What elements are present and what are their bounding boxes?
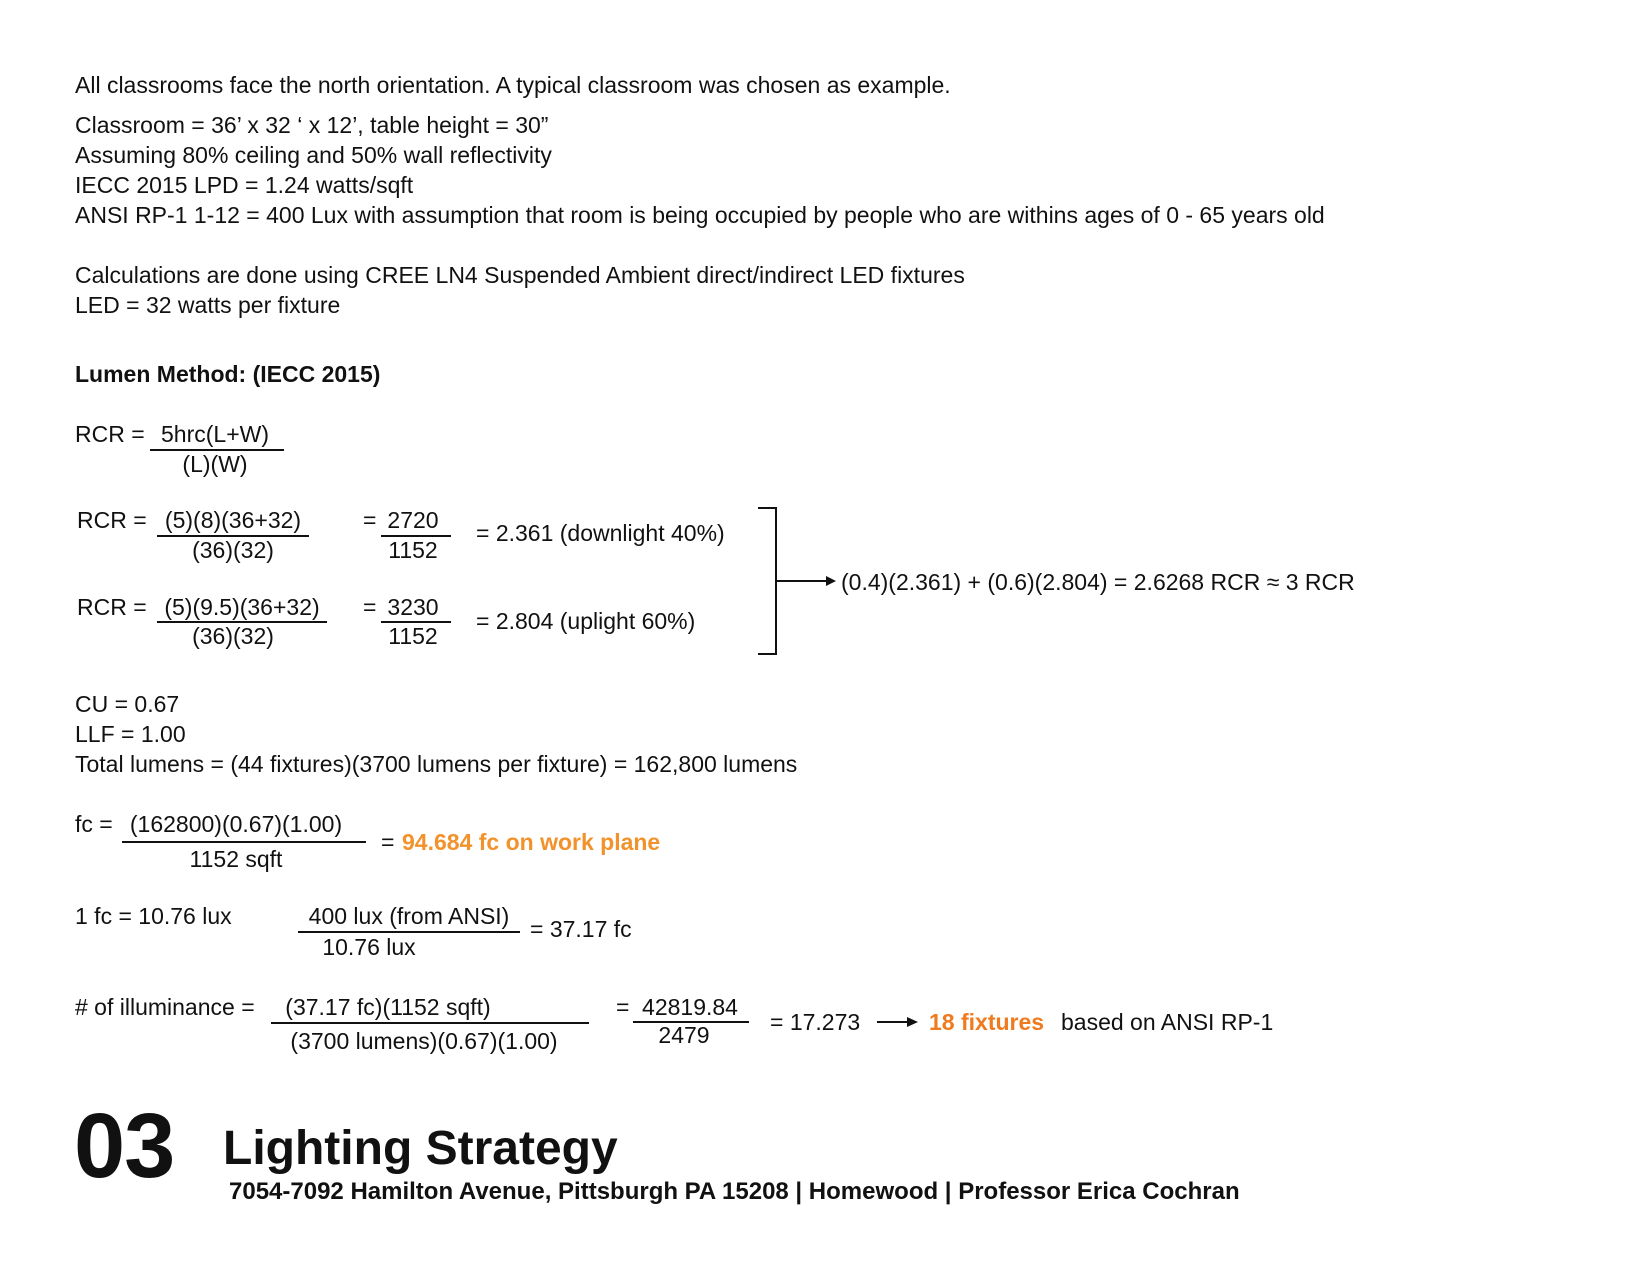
intro-orientation: All classrooms face the north orientation. A typical classroom was chosen as example. [75, 72, 951, 98]
rcr-down-numerator-2: 2720 [387, 507, 439, 533]
rcr-down-equals: = [363, 507, 377, 533]
rcr-up-equals: = [363, 594, 377, 620]
rcr-bracket [758, 508, 776, 654]
intro-classroom: Classroom = 36’ x 32 ‘ x 12’, table height = 30” [75, 112, 549, 138]
rcr-down-denominator-2: 1152 [388, 537, 438, 563]
illuminance-suffix: based on ANSI RP-1 [1061, 1009, 1274, 1035]
rcr-up-result: = 2.804 (uplight 60%) [476, 608, 696, 634]
cu-value: CU = 0.67 [75, 691, 180, 717]
rcr-down-label: RCR = [77, 507, 147, 533]
llf-value: LLF = 1.00 [75, 721, 186, 747]
rcr-arrowhead [826, 576, 836, 586]
intro-reflectivity: Assuming 80% ceiling and 50% wall reflectivity [75, 142, 552, 168]
illuminance-numerator-2: 42819.84 [642, 994, 738, 1020]
illuminance-equals: = [616, 994, 630, 1020]
lumen-method-heading: Lumen Method: (IECC 2015) [75, 361, 381, 387]
fc-result: 94.684 fc on work plane [402, 829, 661, 855]
rcr-up-denominator: (36)(32) [192, 623, 274, 649]
page-title: Lighting Strategy [223, 1122, 618, 1175]
rcr-formula-label: RCR = [75, 421, 145, 447]
illuminance-numerator: (37.17 fc)(1152 sqft) [285, 994, 491, 1020]
rcr-up-numerator-2: 3230 [387, 594, 439, 620]
conversion-numerator: 400 lux (from ANSI) [308, 903, 510, 929]
conversion-result: = 37.17 fc [530, 916, 632, 942]
fc-label: fc = [75, 811, 113, 837]
total-lumens: Total lumens = (44 fixtures)(3700 lumens per fixture) = 162,800 lumens [75, 751, 798, 777]
rcr-down-denominator: (36)(32) [192, 537, 274, 563]
conversion-fraction-bar [298, 931, 520, 933]
intro-calc-fixture: Calculations are done using CREE LN4 Suspended Ambient direct/indirect LED fixtures [75, 262, 965, 288]
illuminance-arrowhead [907, 1017, 918, 1027]
rcr-up-label: RCR = [77, 594, 147, 620]
illuminance-fraction-bar [271, 1022, 589, 1024]
illuminance-result: = 17.273 [770, 1009, 861, 1035]
intro-lpd: IECC 2015 LPD = 1.24 watts/sqft [75, 172, 414, 198]
illuminance-fixtures: 18 fixtures [929, 1009, 1045, 1035]
illuminance-label: # of illuminance = [75, 994, 255, 1020]
fc-numerator: (162800)(0.67)(1.00) [129, 811, 343, 837]
illuminance-denominator: (3700 lumens)(0.67)(1.00) [290, 1028, 558, 1054]
rcr-up-numerator: (5)(9.5)(36+32) [164, 594, 320, 620]
section-number: 03 [74, 1095, 175, 1197]
illuminance-denominator-2: 2479 [658, 1022, 710, 1048]
conversion-label: 1 fc = 10.76 lux [75, 903, 232, 929]
rcr-combined: (0.4)(2.361) + (0.6)(2.804) = 2.6268 RCR ≈ 3 RCR [841, 569, 1355, 595]
rcr-down-numerator: (5)(8)(36+32) [164, 507, 302, 533]
intro-led: LED = 32 watts per fixture [75, 292, 341, 318]
rcr-up-denominator-2: 1152 [388, 623, 438, 649]
rcr-formula-denominator: (L)(W) [182, 451, 248, 477]
fc-fraction-bar [122, 841, 366, 843]
rcr-down-result: = 2.361 (downlight 40%) [476, 520, 725, 546]
intro-ansi: ANSI RP-1 1-12 = 400 Lux with assumption that room is being occupied by people who are withins ages of 0 - 65 years old [75, 202, 1325, 228]
conversion-denominator: 10.76 lux [322, 934, 416, 960]
fc-denominator: 1152 sqft [189, 846, 283, 872]
fc-equals: = [381, 829, 395, 855]
page-subtitle: 7054-7092 Hamilton Avenue, Pittsburgh PA 15208 | Homewood | Professor Erica Cochran [229, 1178, 1240, 1205]
rcr-formula-numerator: 5hrc(L+W) [161, 421, 269, 447]
